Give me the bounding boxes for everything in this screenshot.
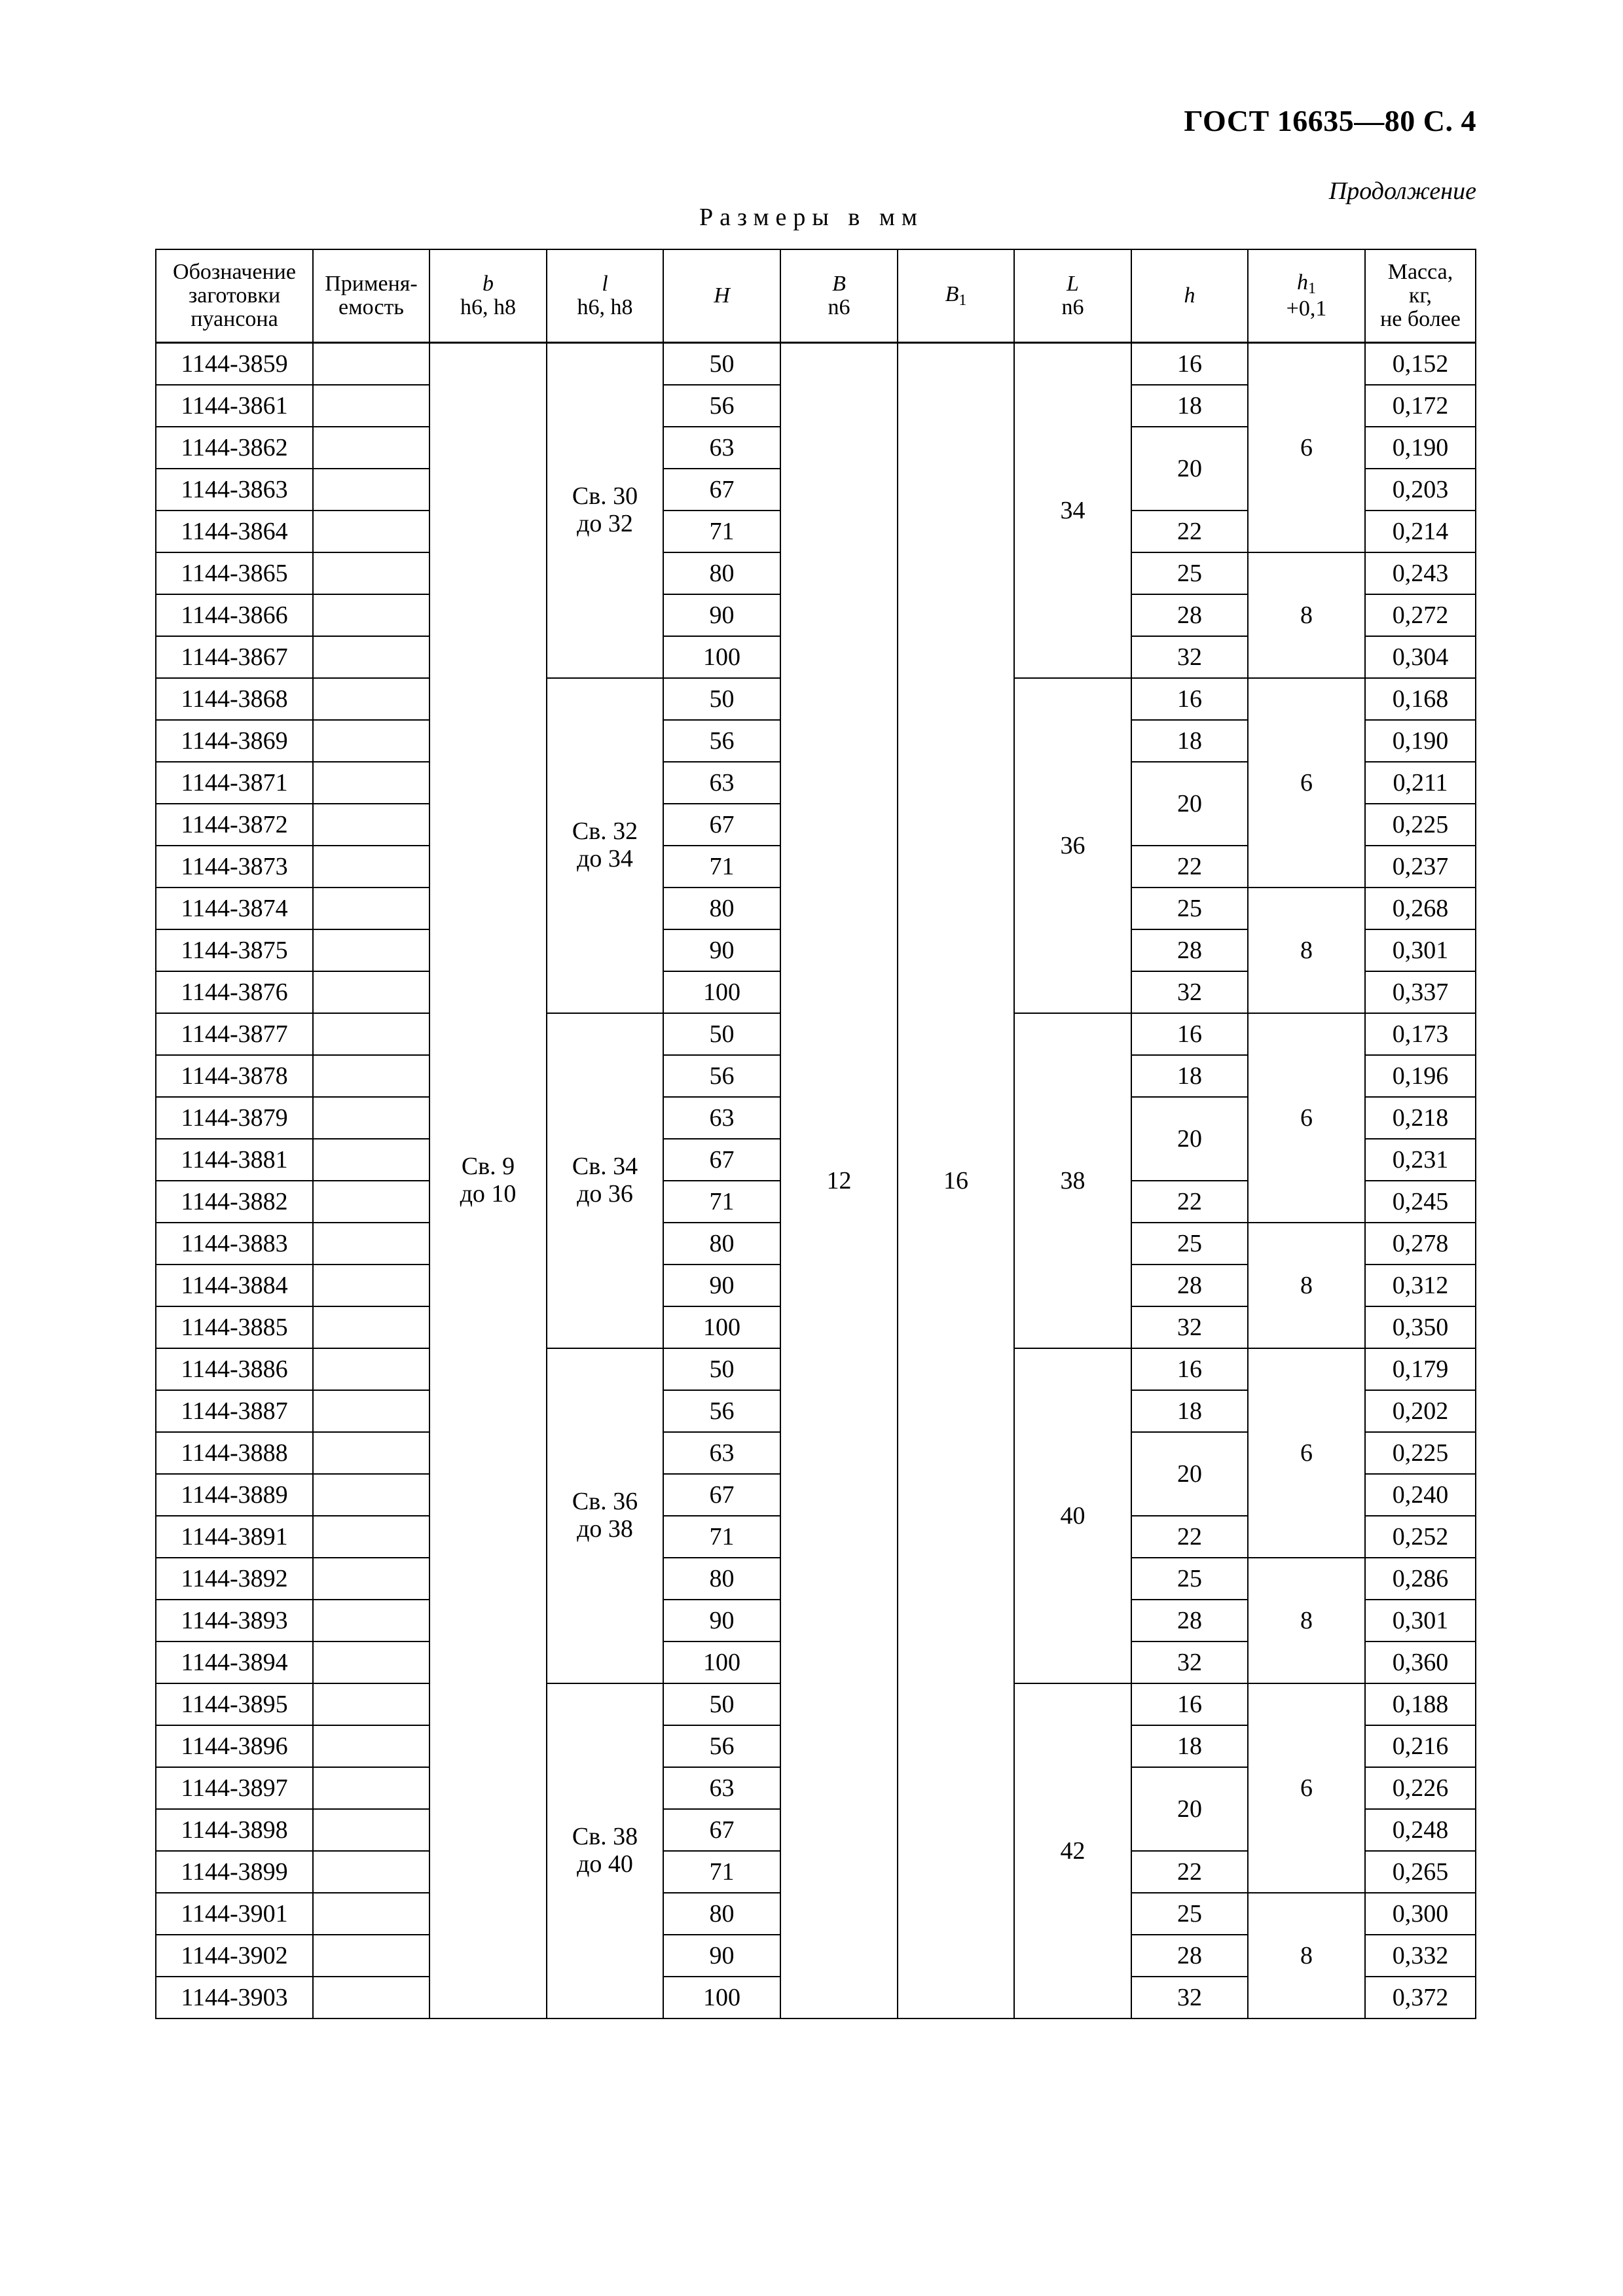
mass-cell: 0,152 bbox=[1365, 343, 1476, 386]
H-value-cell: 56 bbox=[663, 720, 780, 762]
h-value-cell: 22 bbox=[1131, 1181, 1248, 1223]
H-value-cell: 80 bbox=[663, 552, 780, 594]
h-value-cell: 32 bbox=[1131, 636, 1248, 678]
h-value-cell: 28 bbox=[1131, 929, 1248, 971]
applicability-cell bbox=[313, 1641, 429, 1683]
designation-cell: 1144-3902 bbox=[156, 1935, 313, 1977]
h-value-cell: 32 bbox=[1131, 1977, 1248, 2018]
mass-cell: 0,226 bbox=[1365, 1767, 1476, 1809]
header-B-symbol: B bbox=[832, 272, 846, 296]
applicability-cell bbox=[313, 1139, 429, 1181]
mass-cell: 0,203 bbox=[1365, 469, 1476, 511]
header-h1-subscript: 1 bbox=[1308, 280, 1316, 298]
designation-cell: 1144-3865 bbox=[156, 552, 313, 594]
designation-cell: 1144-3861 bbox=[156, 385, 313, 427]
applicability-cell bbox=[313, 1055, 429, 1097]
designation-cell: 1144-3891 bbox=[156, 1516, 313, 1558]
applicability-cell bbox=[313, 1348, 429, 1390]
applicability-cell bbox=[313, 1600, 429, 1641]
applicability-cell bbox=[313, 762, 429, 804]
H-value-cell: 100 bbox=[663, 636, 780, 678]
header-designation-line-1: Обозначение bbox=[173, 260, 296, 285]
header-designation-line-3: пуансона bbox=[191, 306, 278, 331]
mass-cell: 0,173 bbox=[1365, 1013, 1476, 1055]
header-applicability-line-2: емость bbox=[338, 295, 404, 319]
mass-cell: 0,243 bbox=[1365, 552, 1476, 594]
designation-cell: 1144-3866 bbox=[156, 594, 313, 636]
h-value-cell: 18 bbox=[1131, 385, 1248, 427]
mass-cell: 0,214 bbox=[1365, 511, 1476, 552]
h1-value-cell: 8 bbox=[1248, 888, 1365, 1013]
H-value-cell: 100 bbox=[663, 1641, 780, 1683]
mass-cell: 0,268 bbox=[1365, 888, 1476, 929]
mass-cell: 0,301 bbox=[1365, 929, 1476, 971]
header-B bbox=[780, 249, 898, 343]
mass-cell: 0,240 bbox=[1365, 1474, 1476, 1516]
mass-cell: 0,179 bbox=[1365, 1348, 1476, 1390]
designation-cell: 1144-3889 bbox=[156, 1474, 313, 1516]
h-value-cell: 20 bbox=[1131, 1767, 1248, 1851]
l-value-cell bbox=[547, 678, 663, 1013]
mass-cell: 0,196 bbox=[1365, 1055, 1476, 1097]
mass-cell: 0,304 bbox=[1365, 636, 1476, 678]
mass-cell: 0,216 bbox=[1365, 1725, 1476, 1767]
h-value-cell: 20 bbox=[1131, 1097, 1248, 1181]
h-value-cell: 25 bbox=[1131, 888, 1248, 929]
L-value-cell: 34 bbox=[1014, 343, 1131, 679]
h-value-cell: 22 bbox=[1131, 846, 1248, 888]
l-value-cell-line-1: Св. 32 bbox=[572, 817, 638, 846]
header-l-symbol: l bbox=[602, 272, 608, 296]
designation-cell: 1144-3872 bbox=[156, 804, 313, 846]
H-value-cell: 63 bbox=[663, 1432, 780, 1474]
designation-cell: 1144-3876 bbox=[156, 971, 313, 1013]
designation-cell: 1144-3903 bbox=[156, 1977, 313, 2018]
applicability-cell bbox=[313, 1725, 429, 1767]
h-value-cell: 32 bbox=[1131, 1641, 1248, 1683]
h-value-cell: 25 bbox=[1131, 552, 1248, 594]
h1-value-cell: 6 bbox=[1248, 1348, 1365, 1558]
designation-cell: 1144-3879 bbox=[156, 1097, 313, 1139]
b-value-cell bbox=[429, 343, 547, 2019]
designation-cell: 1144-3871 bbox=[156, 762, 313, 804]
designation-cell: 1144-3893 bbox=[156, 1600, 313, 1641]
H-value-cell: 71 bbox=[663, 1181, 780, 1223]
l-value-cell bbox=[547, 1013, 663, 1348]
H-value-cell: 50 bbox=[663, 343, 780, 386]
l-value-cell-line-2: до 32 bbox=[577, 510, 633, 537]
H-value-cell: 100 bbox=[663, 1306, 780, 1348]
l-value-cell-line-2: до 34 bbox=[577, 845, 633, 872]
l-value-cell bbox=[547, 1683, 663, 2018]
H-value-cell: 90 bbox=[663, 594, 780, 636]
designation-cell: 1144-3886 bbox=[156, 1348, 313, 1390]
H-value-cell: 71 bbox=[663, 1516, 780, 1558]
h-value-cell: 28 bbox=[1131, 1935, 1248, 1977]
b-value-cell-line-2: до 10 bbox=[460, 1180, 517, 1208]
mass-cell: 0,211 bbox=[1365, 762, 1476, 804]
designation-cell: 1144-3882 bbox=[156, 1181, 313, 1223]
H-value-cell: 80 bbox=[663, 1893, 780, 1935]
header-b-tolerance: h6, h8 bbox=[460, 295, 516, 319]
H-value-cell: 90 bbox=[663, 1600, 780, 1641]
h1-value-cell: 8 bbox=[1248, 1558, 1365, 1683]
applicability-cell bbox=[313, 971, 429, 1013]
h-value-cell: 22 bbox=[1131, 1516, 1248, 1558]
mass-cell: 0,301 bbox=[1365, 1600, 1476, 1641]
applicability-cell bbox=[313, 929, 429, 971]
designation-cell: 1144-3896 bbox=[156, 1725, 313, 1767]
designation-cell: 1144-3867 bbox=[156, 636, 313, 678]
H-value-cell: 50 bbox=[663, 1013, 780, 1055]
applicability-cell bbox=[313, 846, 429, 888]
L-value-cell: 42 bbox=[1014, 1683, 1131, 2018]
H-value-cell: 50 bbox=[663, 678, 780, 720]
applicability-cell bbox=[313, 1851, 429, 1893]
h-value-cell: 20 bbox=[1131, 762, 1248, 846]
header-B1 bbox=[898, 249, 1014, 343]
designation-cell: 1144-3899 bbox=[156, 1851, 313, 1893]
mass-cell: 0,360 bbox=[1365, 1641, 1476, 1683]
H-value-cell: 63 bbox=[663, 1767, 780, 1809]
header-applicability-line-1: Применя- bbox=[325, 272, 418, 296]
header-b-symbol: b bbox=[483, 272, 494, 296]
header-l-tolerance: h6, h8 bbox=[577, 295, 633, 319]
L-value-cell: 36 bbox=[1014, 678, 1131, 1013]
l-value-cell-line-1: Св. 34 bbox=[572, 1153, 638, 1181]
applicability-cell bbox=[313, 1432, 429, 1474]
h1-value-cell: 6 bbox=[1248, 678, 1365, 888]
mass-cell: 0,231 bbox=[1365, 1139, 1476, 1181]
table-header-row bbox=[156, 249, 1476, 343]
header-designation-line-2: заготовки bbox=[188, 283, 281, 308]
units-caption: Размеры в мм bbox=[699, 204, 924, 231]
applicability-cell bbox=[313, 1223, 429, 1265]
header-l bbox=[547, 249, 663, 343]
H-value-cell: 63 bbox=[663, 1097, 780, 1139]
mass-cell: 0,188 bbox=[1365, 1683, 1476, 1725]
header-mass-line-1: Масса, bbox=[1387, 260, 1453, 285]
header-h bbox=[1131, 249, 1248, 343]
h-value-cell: 18 bbox=[1131, 1055, 1248, 1097]
designation-cell: 1144-3863 bbox=[156, 469, 313, 511]
H-value-cell: 67 bbox=[663, 1139, 780, 1181]
designation-cell: 1144-3878 bbox=[156, 1055, 313, 1097]
h-value-cell: 32 bbox=[1131, 971, 1248, 1013]
header-b bbox=[429, 249, 547, 343]
h1-value-cell: 6 bbox=[1248, 343, 1365, 553]
header-mass bbox=[1365, 249, 1476, 343]
mass-cell: 0,172 bbox=[1365, 385, 1476, 427]
dimensions-table bbox=[155, 249, 1476, 2019]
page-header: ГОСТ 16635—80 С. 4 bbox=[1184, 104, 1476, 137]
designation-cell: 1144-3898 bbox=[156, 1809, 313, 1851]
H-value-cell: 80 bbox=[663, 1558, 780, 1600]
header-H-symbol: H bbox=[714, 283, 730, 308]
applicability-cell bbox=[313, 1977, 429, 2018]
h-value-cell: 28 bbox=[1131, 594, 1248, 636]
h-value-cell: 32 bbox=[1131, 1306, 1248, 1348]
designation-cell: 1144-3894 bbox=[156, 1641, 313, 1683]
applicability-cell bbox=[313, 1181, 429, 1223]
applicability-cell bbox=[313, 511, 429, 552]
l-value-cell-line-2: до 38 bbox=[577, 1515, 633, 1543]
mass-cell: 0,252 bbox=[1365, 1516, 1476, 1558]
H-value-cell: 67 bbox=[663, 804, 780, 846]
h1-value-cell: 8 bbox=[1248, 1223, 1365, 1348]
applicability-cell bbox=[313, 1390, 429, 1432]
h1-value-cell: 6 bbox=[1248, 1683, 1365, 1893]
designation-cell: 1144-3877 bbox=[156, 1013, 313, 1055]
applicability-cell bbox=[313, 1516, 429, 1558]
h-value-cell: 25 bbox=[1131, 1893, 1248, 1935]
designation-cell: 1144-3883 bbox=[156, 1223, 313, 1265]
h-value-cell: 16 bbox=[1131, 1683, 1248, 1725]
b-value-cell-line-1: Св. 9 bbox=[461, 1153, 515, 1181]
applicability-cell bbox=[313, 1935, 429, 1977]
h-value-cell: 25 bbox=[1131, 1558, 1248, 1600]
h1-value-cell: 8 bbox=[1248, 1893, 1365, 2018]
mass-cell: 0,372 bbox=[1365, 1977, 1476, 2018]
h-value-cell: 28 bbox=[1131, 1600, 1248, 1641]
h-value-cell: 16 bbox=[1131, 1013, 1248, 1055]
applicability-cell bbox=[313, 1306, 429, 1348]
designation-cell: 1144-3897 bbox=[156, 1767, 313, 1809]
header-mass-line-2: кг, bbox=[1408, 283, 1432, 308]
applicability-cell bbox=[313, 636, 429, 678]
h-value-cell: 16 bbox=[1131, 1348, 1248, 1390]
H-value-cell: 56 bbox=[663, 385, 780, 427]
applicability-cell bbox=[313, 385, 429, 427]
designation-cell: 1144-3868 bbox=[156, 678, 313, 720]
designation-cell: 1144-3884 bbox=[156, 1265, 313, 1306]
header-L bbox=[1014, 249, 1131, 343]
mass-cell: 0,350 bbox=[1365, 1306, 1476, 1348]
designation-cell: 1144-3873 bbox=[156, 846, 313, 888]
H-value-cell: 71 bbox=[663, 1851, 780, 1893]
mass-cell: 0,300 bbox=[1365, 1893, 1476, 1935]
mass-cell: 0,332 bbox=[1365, 1935, 1476, 1977]
applicability-cell bbox=[313, 343, 429, 386]
h1-value-cell: 8 bbox=[1248, 552, 1365, 678]
h-value-cell: 28 bbox=[1131, 1265, 1248, 1306]
mass-cell: 0,265 bbox=[1365, 1851, 1476, 1893]
h-value-cell: 20 bbox=[1131, 1432, 1248, 1516]
mass-cell: 0,225 bbox=[1365, 804, 1476, 846]
H-value-cell: 90 bbox=[663, 1935, 780, 1977]
applicability-cell bbox=[313, 678, 429, 720]
header-applicability bbox=[313, 249, 429, 343]
designation-cell: 1144-3887 bbox=[156, 1390, 313, 1432]
applicability-cell bbox=[313, 469, 429, 511]
designation-cell: 1144-3881 bbox=[156, 1139, 313, 1181]
H-value-cell: 67 bbox=[663, 469, 780, 511]
l-value-cell-line-1: Св. 30 bbox=[572, 482, 638, 511]
continuation-label: Продолжение bbox=[1328, 177, 1476, 205]
H-value-cell: 100 bbox=[663, 971, 780, 1013]
applicability-cell bbox=[313, 1474, 429, 1516]
mass-cell: 0,190 bbox=[1365, 427, 1476, 469]
l-value-cell-line-2: до 40 bbox=[577, 1850, 633, 1878]
header-h1-tolerance: +0,1 bbox=[1286, 296, 1327, 321]
applicability-cell bbox=[313, 1097, 429, 1139]
h-value-cell: 22 bbox=[1131, 511, 1248, 552]
H-value-cell: 63 bbox=[663, 762, 780, 804]
header-H bbox=[663, 249, 780, 343]
mass-cell: 0,248 bbox=[1365, 1809, 1476, 1851]
mass-cell: 0,202 bbox=[1365, 1390, 1476, 1432]
h-value-cell: 22 bbox=[1131, 1851, 1248, 1893]
h-value-cell: 18 bbox=[1131, 1390, 1248, 1432]
mass-cell: 0,218 bbox=[1365, 1097, 1476, 1139]
applicability-cell bbox=[313, 1683, 429, 1725]
l-value-cell bbox=[547, 1348, 663, 1683]
header-L-tolerance: n6 bbox=[1061, 295, 1084, 319]
mass-cell: 0,286 bbox=[1365, 1558, 1476, 1600]
applicability-cell bbox=[313, 1558, 429, 1600]
header-B1-subscript: 1 bbox=[958, 291, 967, 309]
designation-cell: 1144-3892 bbox=[156, 1558, 313, 1600]
mass-cell: 0,245 bbox=[1365, 1181, 1476, 1223]
H-value-cell: 90 bbox=[663, 1265, 780, 1306]
header-L-symbol: L bbox=[1067, 272, 1079, 296]
H-value-cell: 80 bbox=[663, 888, 780, 929]
applicability-cell bbox=[313, 594, 429, 636]
mass-cell: 0,190 bbox=[1365, 720, 1476, 762]
designation-cell: 1144-3862 bbox=[156, 427, 313, 469]
mass-cell: 0,225 bbox=[1365, 1432, 1476, 1474]
applicability-cell bbox=[313, 1767, 429, 1809]
designation-cell: 1144-3888 bbox=[156, 1432, 313, 1474]
B-value-cell: 12 bbox=[780, 343, 898, 2019]
table-row bbox=[156, 343, 1476, 386]
H-value-cell: 50 bbox=[663, 1683, 780, 1725]
mass-cell: 0,272 bbox=[1365, 594, 1476, 636]
l-value-cell-line-1: Св. 36 bbox=[572, 1488, 638, 1516]
L-value-cell: 40 bbox=[1014, 1348, 1131, 1683]
H-value-cell: 56 bbox=[663, 1725, 780, 1767]
applicability-cell bbox=[313, 1809, 429, 1851]
designation-cell: 1144-3859 bbox=[156, 343, 313, 386]
applicability-cell bbox=[313, 720, 429, 762]
applicability-cell bbox=[313, 427, 429, 469]
header-B1-symbol: B bbox=[945, 281, 959, 306]
h-value-cell: 20 bbox=[1131, 427, 1248, 511]
header-mass-line-3: не более bbox=[1380, 306, 1461, 331]
l-value-cell bbox=[547, 343, 663, 679]
mass-cell: 0,337 bbox=[1365, 971, 1476, 1013]
H-value-cell: 67 bbox=[663, 1474, 780, 1516]
applicability-cell bbox=[313, 552, 429, 594]
h1-value-cell: 6 bbox=[1248, 1013, 1365, 1223]
mass-cell: 0,237 bbox=[1365, 846, 1476, 888]
H-value-cell: 71 bbox=[663, 846, 780, 888]
h-value-cell: 16 bbox=[1131, 343, 1248, 386]
H-value-cell: 56 bbox=[663, 1390, 780, 1432]
H-value-cell: 63 bbox=[663, 427, 780, 469]
designation-cell: 1144-3885 bbox=[156, 1306, 313, 1348]
H-value-cell: 71 bbox=[663, 511, 780, 552]
l-value-cell-line-2: до 36 bbox=[577, 1180, 633, 1208]
L-value-cell: 38 bbox=[1014, 1013, 1131, 1348]
designation-cell: 1144-3895 bbox=[156, 1683, 313, 1725]
applicability-cell bbox=[313, 1265, 429, 1306]
H-value-cell: 90 bbox=[663, 929, 780, 971]
designation-cell: 1144-3869 bbox=[156, 720, 313, 762]
designation-cell: 1144-3901 bbox=[156, 1893, 313, 1935]
applicability-cell bbox=[313, 888, 429, 929]
B1-value-cell: 16 bbox=[898, 343, 1014, 2019]
designation-cell: 1144-3874 bbox=[156, 888, 313, 929]
h-value-cell: 18 bbox=[1131, 720, 1248, 762]
h-value-cell: 18 bbox=[1131, 1725, 1248, 1767]
header-designation bbox=[156, 249, 313, 343]
mass-cell: 0,312 bbox=[1365, 1265, 1476, 1306]
designation-cell: 1144-3875 bbox=[156, 929, 313, 971]
header-B-tolerance: n6 bbox=[828, 295, 850, 319]
mass-cell: 0,278 bbox=[1365, 1223, 1476, 1265]
applicability-cell bbox=[313, 804, 429, 846]
H-value-cell: 100 bbox=[663, 1977, 780, 2018]
h-value-cell: 16 bbox=[1131, 678, 1248, 720]
header-h-symbol: h bbox=[1184, 283, 1195, 308]
designation-cell: 1144-3864 bbox=[156, 511, 313, 552]
H-value-cell: 56 bbox=[663, 1055, 780, 1097]
table-body bbox=[156, 343, 1476, 2019]
header-h1 bbox=[1248, 249, 1365, 343]
H-value-cell: 80 bbox=[663, 1223, 780, 1265]
applicability-cell bbox=[313, 1013, 429, 1055]
H-value-cell: 67 bbox=[663, 1809, 780, 1851]
h-value-cell: 25 bbox=[1131, 1223, 1248, 1265]
applicability-cell bbox=[313, 1893, 429, 1935]
mass-cell: 0,168 bbox=[1365, 678, 1476, 720]
header-h1-symbol: h bbox=[1297, 270, 1308, 295]
H-value-cell: 50 bbox=[663, 1348, 780, 1390]
l-value-cell-line-1: Св. 38 bbox=[572, 1823, 638, 1851]
